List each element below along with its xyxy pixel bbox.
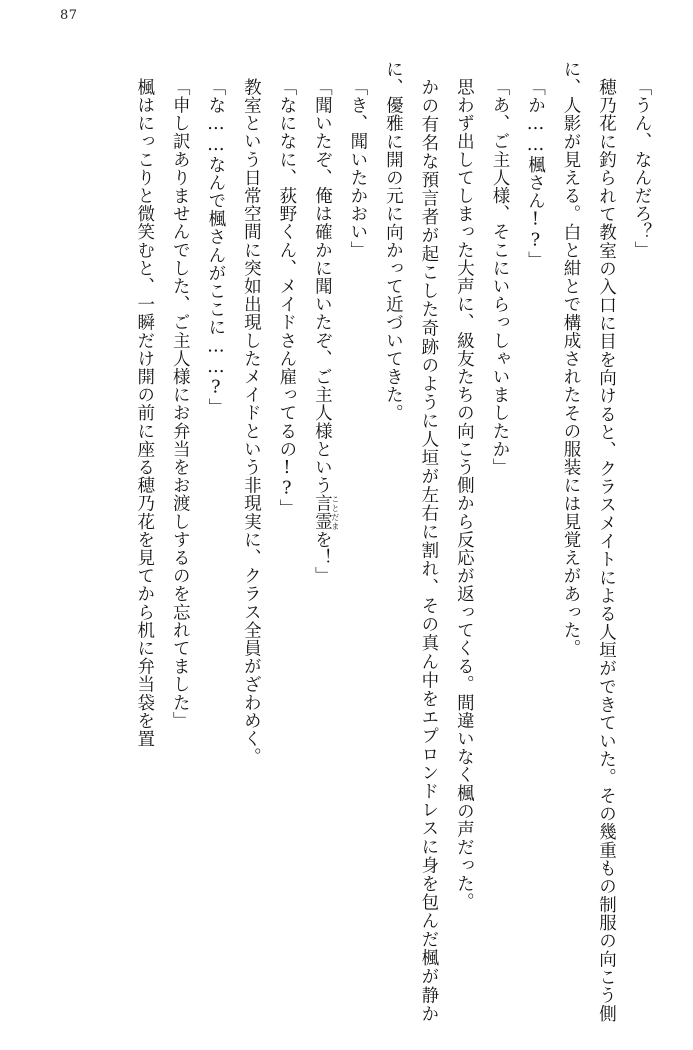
- page-number: 87: [60, 8, 78, 23]
- paragraph: 「き、聞いたかおい」: [347, 77, 368, 259]
- paragraph: 教室という日常空間に突如出現したメイドという非現実に、クラス全員がざわめく。: [241, 77, 262, 766]
- paragraph: 「な……なんで楓さんがここに……?」: [205, 77, 226, 416]
- ruby-base: 言霊: [312, 493, 333, 531]
- ruby-reading: ことだま: [330, 493, 340, 530]
- paragraph: 「なになに、荻野くん、メイドさん雇ってるの!?」: [276, 77, 297, 517]
- paragraph: 「うん、なんだろ？」: [632, 77, 652, 259]
- paragraph: 「申し訳ありませんでした、ご主人様にお弁当をお渡しするのを忘れてました」: [170, 77, 191, 730]
- paragraph-with-ruby: [304, 60, 340, 1022]
- paragraph: かの有名な預言者が起こした奇跡のように人垣が左右に割れ、その真ん中をエプロンドレスに身を包んだ楓が静かに、優雅に開の元に向かって近づいてきた。: [383, 60, 439, 1022]
- paragraph-text-part: 「聞いたぞ、俺は確かに聞いたぞ、ご主人様という: [312, 77, 333, 494]
- paragraph: 「か……楓さん!?」: [525, 77, 546, 269]
- page-body-text: [34, 60, 659, 1022]
- paragraph-text-part: を！」: [312, 530, 333, 585]
- paragraph: 思わず出してしまった大声に、級友たちの向こう側から反応が返ってくる。間違いなく楓の声だった。: [454, 77, 475, 911]
- ruby-annotation: [312, 493, 340, 531]
- paragraph: 「あ、ご主人様、そこにいらっしゃいましたか」: [489, 77, 510, 476]
- paragraph: 穂乃花に釣られて教室の入口に目を向けると、クラスメイトによる人垣ができていた。その幾重もの制服の向こう側に、人影が見える。白と紺とで構成されたその服装には見覚えがあった。: [560, 60, 617, 1022]
- paragraph: 楓はにっこりと微笑むと、一瞬だけ開の前に座る穂乃花を見てから机に弁当袋を置: [134, 77, 155, 748]
